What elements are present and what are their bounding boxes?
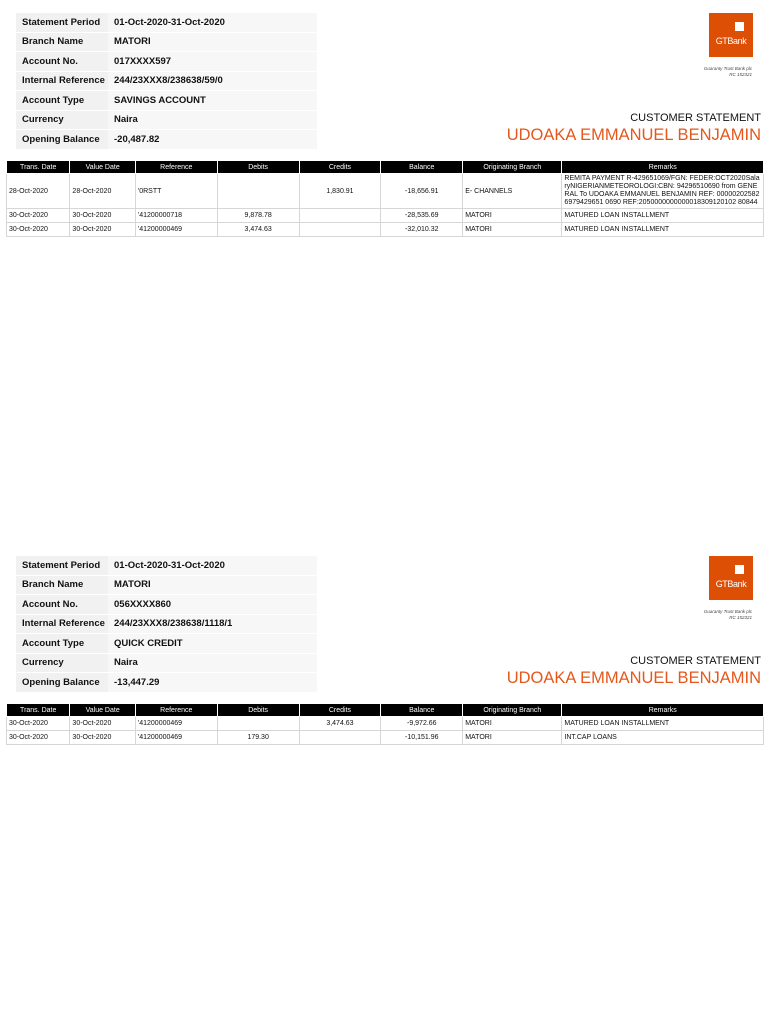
logo-text: GTBank [715,579,747,589]
cell-credits [299,223,381,237]
col-originating-branch: Originating Branch [463,161,562,174]
cell-debits: 3,474.63 [217,223,299,237]
cell-debits: 9,878.78 [217,209,299,223]
col-remarks: Remarks [562,161,764,174]
info-value: MATORI [108,575,317,595]
info-row [16,110,317,130]
gtbank-logo [709,13,753,57]
logo-text: GTBank [715,36,747,46]
cell-branch: MATORI [463,223,562,237]
logo-square-icon [735,22,744,31]
info-label: Branch Name [16,32,108,52]
cell-trans-date: 30-Oct-2020 [7,223,70,237]
cell-value-date: 30-Oct-2020 [70,223,135,237]
bank-legal-line [704,609,752,621]
info-value: 01-Oct-2020-31-Oct-2020 [108,556,317,575]
col-credits: Credits [299,161,381,174]
col-balance: Balance [381,704,463,717]
col-trans-date: Trans. Date [7,161,70,174]
info-row [16,130,317,150]
info-row [16,91,317,111]
cell-value-date: 30-Oct-2020 [70,731,135,745]
table-row [7,223,764,237]
cell-balance: -18,656.91 [381,174,463,209]
info-value: SAVINGS ACCOUNT [108,91,317,111]
cell-debits [217,717,299,731]
col-value-date: Value Date [70,161,135,174]
cell-value-date: 28-Oct-2020 [70,174,135,209]
cell-debits [217,174,299,209]
cell-trans-date: 28-Oct-2020 [7,174,70,209]
statement-section-1 [0,0,768,330]
info-label: Branch Name [16,575,108,595]
col-credits: Credits [299,704,381,717]
info-row [16,634,317,654]
info-value: -13,447.29 [108,673,317,693]
cell-trans-date: 30-Oct-2020 [7,209,70,223]
gtbank-logo [709,556,753,600]
info-row [16,71,317,91]
info-value: 244/23XXX8/238638/59/0 [108,71,317,91]
cell-reference: '0RSTT [135,174,217,209]
col-debits: Debits [217,161,299,174]
col-remarks: Remarks [562,704,764,717]
info-value: Naira [108,110,317,130]
col-debits: Debits [217,704,299,717]
cell-debits: 179.30 [217,731,299,745]
table-header-row [7,161,764,174]
cell-reference: '41200000469 [135,731,217,745]
cell-branch: E- CHANNELS [463,174,562,209]
col-value-date: Value Date [70,704,135,717]
bank-legal-line [704,66,752,78]
cell-trans-date: 30-Oct-2020 [7,731,70,745]
logo-square-icon [735,565,744,574]
info-label: Statement Period [16,13,108,32]
cell-credits: 1,830.91 [299,174,381,209]
info-label: Account No. [16,52,108,72]
bank-legal-name: Guaranty Trust Bank plc [703,66,752,71]
col-trans-date: Trans. Date [7,704,70,717]
statement-label: CUSTOMER STATEMENT [630,655,761,667]
cell-value-date: 30-Oct-2020 [70,717,135,731]
cell-balance: -28,535.69 [381,209,463,223]
cell-credits [299,209,381,223]
customer-name: UDOAKA EMMANUEL BENJAMIN [506,669,761,687]
info-label: Account Type [16,634,108,654]
cell-reference: '41200000469 [135,717,217,731]
info-label: Internal Reference [16,71,108,91]
info-label: Currency [16,653,108,673]
col-balance: Balance [381,161,463,174]
col-reference: Reference [135,704,217,717]
account-info-table [16,556,317,693]
info-row [16,556,317,575]
table-row [7,209,764,223]
table-row [7,717,764,731]
cell-balance: -32,010.32 [381,223,463,237]
cell-remarks: MATURED LOAN INSTALLMENT [562,209,764,223]
cell-balance: -9,972.66 [381,717,463,731]
table-row [7,174,764,209]
cell-value-date: 30-Oct-2020 [70,209,135,223]
cell-balance: -10,151.96 [381,731,463,745]
info-value: 017XXXX597 [108,52,317,72]
info-value: MATORI [108,32,317,52]
cell-branch: MATORI [463,717,562,731]
cell-credits [299,731,381,745]
bank-rc-number: RC 152321 [729,72,752,77]
info-row [16,575,317,595]
cell-reference: '41200000469 [135,223,217,237]
cell-remarks: MATURED LOAN INSTALLMENT [562,717,764,731]
statement-section-2 [0,543,768,873]
info-value: 01-Oct-2020-31-Oct-2020 [108,13,317,32]
info-label: Opening Balance [16,673,108,693]
bank-rc-number: RC 152321 [729,615,752,620]
info-label: Currency [16,110,108,130]
cell-trans-date: 30-Oct-2020 [7,717,70,731]
info-row [16,614,317,634]
info-row [16,32,317,52]
bank-legal-name: Guaranty Trust Bank plc [703,609,752,614]
info-label: Account No. [16,595,108,615]
cell-remarks: REMITA PAYMENT R-429651069/FGN: FEDER:OCT2020SalaryNIGERIANMETEOROLOGI:CBN: 94296510690 from GENERAL To UDOAKA EMMANUEL BENJAMIN REF: 000002025826979429651 0690 REF:2050000000000018309120102 80844 [562,174,764,209]
transactions-table [6,703,764,745]
info-label: Opening Balance [16,130,108,150]
cell-remarks: MATURED LOAN INSTALLMENT [562,223,764,237]
info-row [16,52,317,72]
cell-branch: MATORI [463,731,562,745]
cell-credits: 3,474.63 [299,717,381,731]
info-row [16,653,317,673]
info-row [16,13,317,32]
cell-branch: MATORI [463,209,562,223]
transactions-table [6,160,764,237]
info-value: 244/23XXX8/238638/1118/1 [108,614,317,634]
col-reference: Reference [135,161,217,174]
info-value: Naira [108,653,317,673]
table-row [7,731,764,745]
cell-remarks: INT.CAP LOANS [562,731,764,745]
info-label: Statement Period [16,556,108,575]
table-header-row [7,704,764,717]
account-info-table [16,13,317,150]
info-row [16,595,317,615]
info-value: 056XXXX860 [108,595,317,615]
info-value: -20,487.82 [108,130,317,150]
info-label: Internal Reference [16,614,108,634]
col-originating-branch: Originating Branch [463,704,562,717]
info-value: QUICK CREDIT [108,634,317,654]
info-row [16,673,317,693]
statement-label: CUSTOMER STATEMENT [630,112,761,124]
cell-reference: '41200000718 [135,209,217,223]
customer-name: UDOAKA EMMANUEL BENJAMIN [506,126,761,144]
info-label: Account Type [16,91,108,111]
